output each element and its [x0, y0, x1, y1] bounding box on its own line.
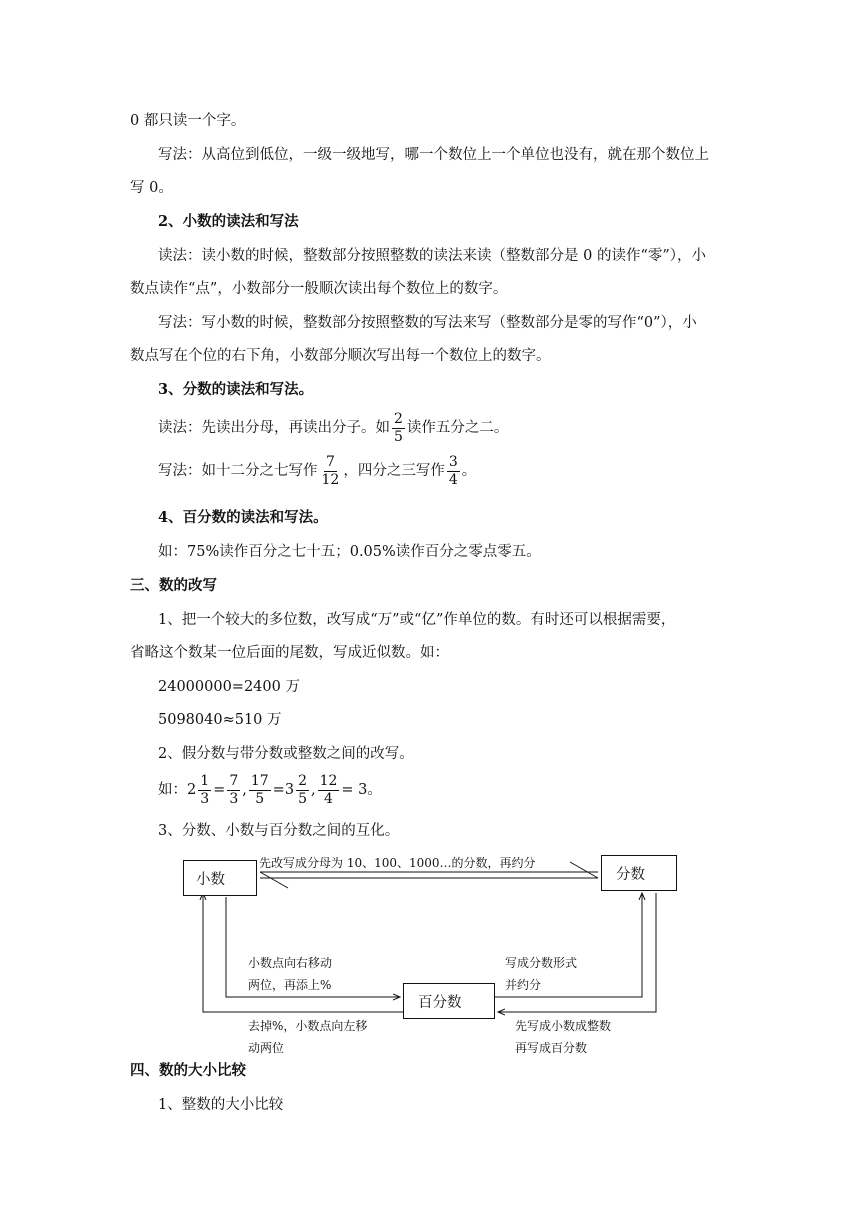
fraction-writing-mid: ，四分之三写作 [343, 463, 445, 479]
box-fraction [601, 855, 677, 891]
paragraph-decimal-writing-cont: 数点写在个位的右下角，小数部分顺次写出每一个数位上的数字。 [130, 348, 551, 364]
fraction-reading-text: 读法：先读出分母，再读出分子。如 [158, 420, 390, 436]
paragraph-interconversion: 3、分数、小数与百分数之间的互化。 [158, 823, 400, 839]
fraction-denominator: 5 [394, 428, 403, 445]
fraction-denominator: 3 [200, 790, 210, 807]
box-decimal [183, 860, 257, 896]
arrowhead-right-half [570, 862, 598, 878]
label-pct-to-dec-line2: 动两位 [248, 1041, 285, 1055]
label-pct-to-frac-line1: 写成分数形式 [505, 956, 578, 970]
fraction-numerator: 3 [448, 453, 458, 470]
example-prefix: 如： [158, 782, 187, 798]
mixed-whole: 3 [284, 782, 295, 798]
fraction-denominator: 4 [448, 471, 458, 488]
fraction-numerator: 7 [229, 772, 239, 789]
box-decimal-label: 小数 [196, 871, 225, 888]
fraction-writing-text: 写法：如十二分之七写作 [158, 463, 318, 479]
box-percent-label: 百分数 [418, 994, 462, 1011]
paragraph-zero-note: 0 都只读一个字。 [130, 113, 246, 129]
fraction-writing-tail: 。 [461, 463, 477, 479]
label-pct-to-frac-line2: 并约分 [505, 978, 542, 992]
fraction-denominator: 3 [229, 790, 239, 807]
example-tail: 。 [367, 782, 382, 798]
arrowhead-left-half [260, 872, 288, 888]
label-top-arrow: 先改写成分母为 10、100、1000…的分数，再约分 [259, 856, 536, 870]
separator-comma: , [242, 782, 247, 798]
label-frac-to-pct-line2: 再写成百分数 [515, 1041, 588, 1055]
paragraph-decimal-writing: 写法：写小数的时候，整数部分按照整数的写法来写（整数部分是零的写作“0”），小 [158, 315, 697, 331]
heading-decimal-read-write: 2、小数的读法和写法 [158, 213, 299, 230]
equals-three: = 3 [341, 782, 368, 798]
equals-sign: = [213, 782, 226, 798]
fraction-numerator: 1 [200, 772, 210, 789]
paragraph-writing-rule-cont: 写 0。 [130, 180, 173, 196]
mixed-whole: 2 [187, 782, 197, 798]
label-dec-to-pct-line2: 两位，再添上% [248, 978, 332, 992]
arrow-percent-to-decimal [203, 893, 403, 1012]
section-heading-compare: 四、数的大小比较 [130, 1062, 246, 1079]
paragraph-decimal-reading: 读法：读小数的时候，整数部分按照整数的读法来读（整数部分是 0 的读作“零”），小 [158, 248, 707, 264]
example-approx-wan: 5098040≈510 万 [158, 712, 282, 728]
paragraph-rewrite-large-number: 1、把一个较大的多位数，改写成“万”或“亿”作单位的数。有时还可以根据需要， [158, 612, 676, 628]
label-dec-to-pct-line1: 小数点向右移动 [248, 956, 333, 970]
fraction-numerator: 2 [394, 410, 403, 427]
arrow-fraction-to-percent [498, 893, 656, 1012]
fraction-reading-tail: 读作五分之二。 [406, 420, 509, 436]
paragraph-percent-example: 如：75%读作百分之七十五；0.05%读作百分之零点零五。 [158, 544, 541, 560]
fraction-numerator: 7 [325, 453, 335, 470]
fraction-denominator: 5 [298, 790, 307, 807]
heading-percent-read-write: 4、百分数的读法和写法。 [158, 509, 328, 526]
equals-sign: = [272, 782, 285, 798]
paragraph-rewrite-large-number-cont: 省略这个数某一位后面的尾数，写成近似数。如： [130, 645, 449, 661]
fraction-denominator: 4 [324, 790, 333, 807]
fraction-denominator: 5 [255, 790, 265, 807]
fraction-numerator: 12 [319, 772, 338, 789]
label-pct-to-dec-line1: 去掉%，小数点向左移 [248, 1019, 368, 1033]
box-percent [403, 983, 495, 1019]
paragraph-writing-rule: 写法：从高位到低位，一级一级地写，哪一个数位上一个单位也没有，就在那个数位上 [158, 147, 709, 163]
fraction-denominator: 12 [321, 471, 340, 488]
section-heading-rewrite: 三、数的改写 [130, 577, 217, 594]
paragraph-integer-compare: 1、整数的大小比较 [158, 1097, 284, 1113]
fraction-numerator: 2 [298, 772, 307, 789]
paragraph-improper-fraction: 2、假分数与带分数或整数之间的改写。 [158, 746, 414, 762]
paragraph-decimal-reading-cont: 数点读作“点”，小数部分一般顺次读出每个数位上的数字。 [130, 281, 508, 297]
heading-fraction-read-write: 3、分数的读法和写法。 [158, 381, 314, 398]
label-frac-to-pct-line1: 先写成小数成整数 [515, 1019, 612, 1033]
separator-comma: , [310, 782, 316, 798]
example-equation-wan: 24000000=2400 万 [158, 679, 300, 695]
fraction-numerator: 17 [250, 772, 269, 789]
box-fraction-label: 分数 [616, 866, 645, 883]
